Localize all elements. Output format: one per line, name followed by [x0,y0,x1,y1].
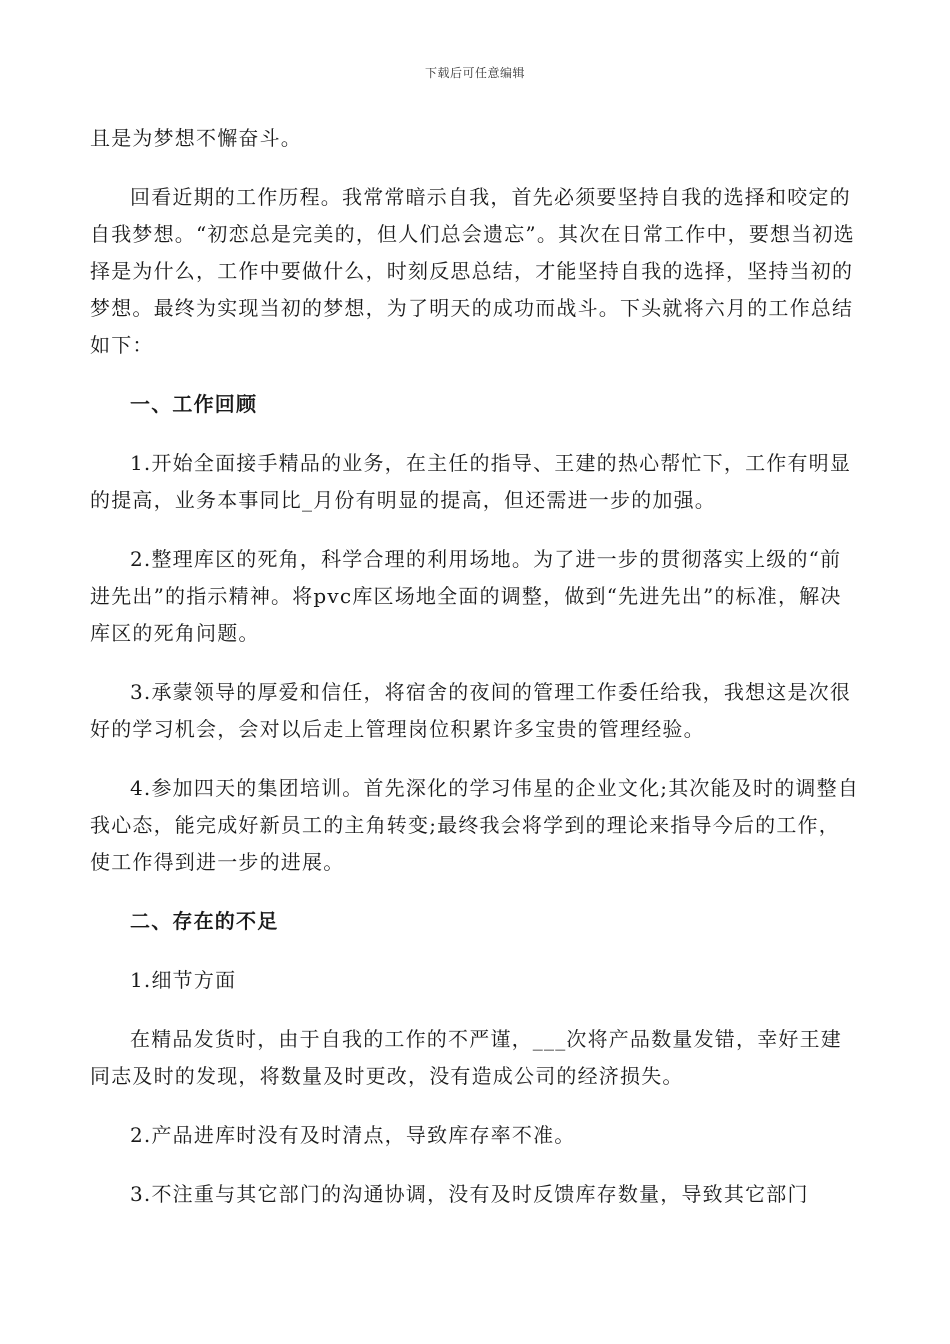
paragraph-11: 3.不注重与其它部门的沟通协调，没有及时反馈库存数量，导致其它部门 [130,1182,809,1206]
paragraph-10: 2.产品进库时没有及时清点，导致库存率不准。 [130,1123,576,1147]
paragraph-9: 在精品发货时，由于自我的工作的不严谨，___次将产品数量发错，幸好王建同志及时的发现，将数量及时更改，没有造成公司的经济损失。 [90,1027,842,1088]
document-body [90,120,860,1235]
paragraph-0: 且是为梦想不懈奋斗。 [90,126,302,150]
paragraph-1: 回看近期的工作历程。我常常暗示自我，首先必须要坚持自我的选择和咬定的自我梦想。“初恋总是完美的，但人们总会遗忘”。其次在日常工作中，要想当初选择是为什么，工作中要做什么，时刻反思总结，才能坚持自我的选择，坚持当初的梦想。最终为实现当初的梦想，为了明天的成功而战斗。下头就将六月的工作总结如下： [90,185,855,357]
paragraph-5: 3.承蒙领导的厚爱和信任，将宿舍的夜间的管理工作委任给我，我想这是次很好的学习机会，会对以后走上管理岗位积累许多宝贵的管理经验。 [90,680,852,741]
section-heading-2: 二、存在的不足 [130,909,279,933]
page-header: 下载后可任意编辑 [424,66,525,80]
paragraph-6: 4.参加四天的集团培训。首先深化的学习伟星的企业文化;其次能及时的调整自我心态，能完成好新员工的主角转变;最终我会将学到的理论来指导今后的工作，使工作得到进一步的进展。 [90,776,860,874]
paragraph-8: 1.细节方面 [130,968,237,992]
section-heading-1: 一、工作回顾 [130,392,258,416]
paragraph-3: 1.开始全面接手精品的业务，在主任的指导、王建的热心帮忙下，工作有明显的提高，业务本事同比_月份有明显的提高，但还需进一步的加强。 [90,451,852,512]
paragraph-4: 2.整理库区的死角，科学合理的利用场地。为了进一步的贯彻落实上级的“前进先出”的指示精神。将pvc库区场地全面的调整，做到“先进先出”的标准，解决库区的死角问题。 [90,547,842,645]
